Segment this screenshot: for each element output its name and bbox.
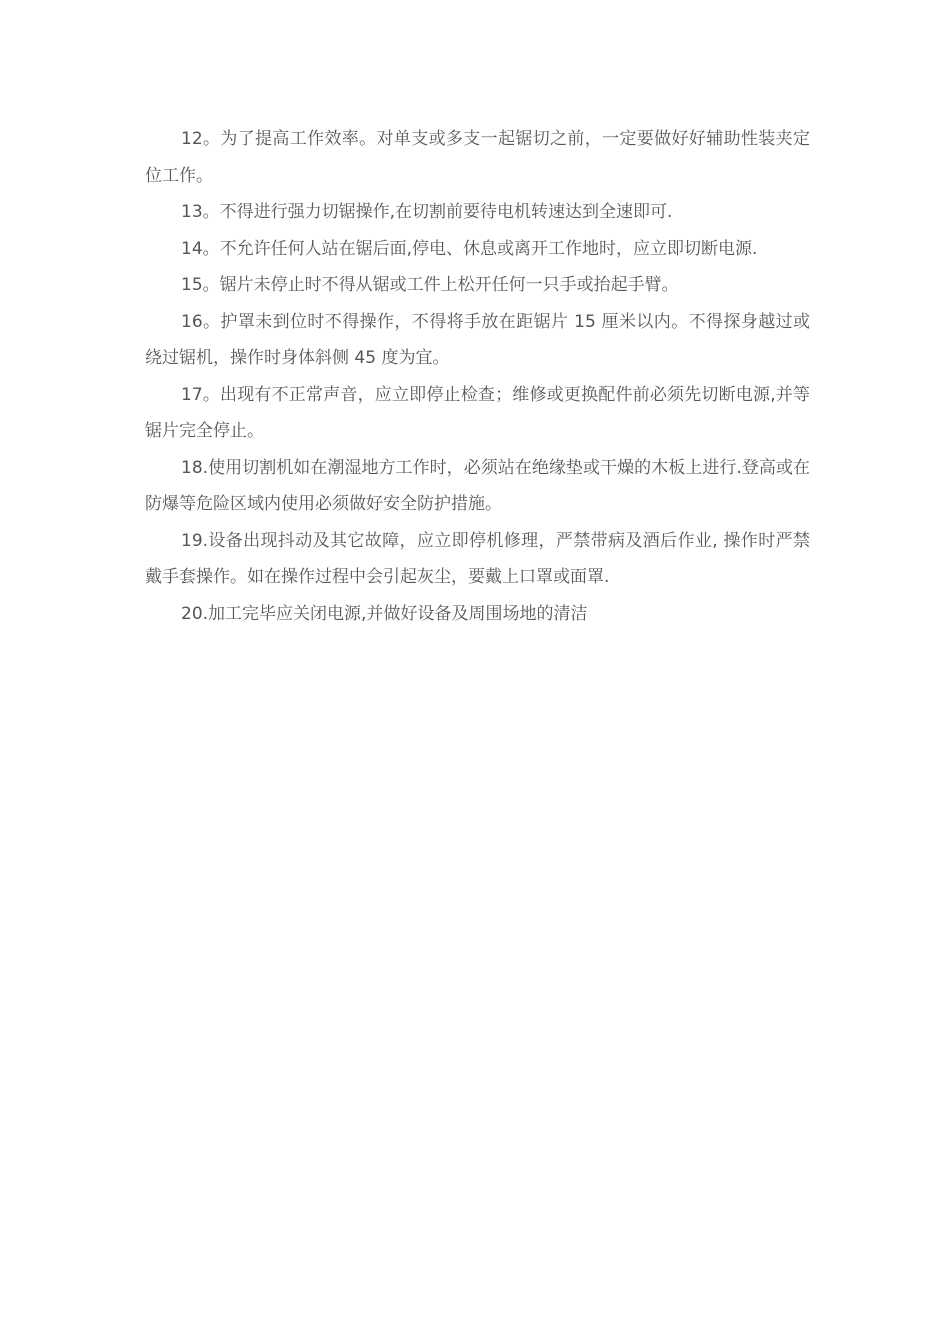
paragraph-item-13: 13。不得进行强力切锯操作,在切割前要待电机转速达到全速即可.	[181, 202, 673, 222]
paragraph-item-15: 15。锯片未停止时不得从锯或工件上松开任何一只手或抬起手臂。	[181, 275, 679, 295]
paragraph-item-18: 18.使用切割机如在潮湿地方工作时，必须站在绝缘垫或干燥的木板上进行.登高或在防爆等危险区域内使用必须做好安全防护措施。	[145, 457, 810, 514]
paragraph-item-12: 12。为了提高工作效率。对单支或多支一起锯切之前，一定要做好好辅助性装夹定位工作。	[145, 129, 810, 186]
paragraph-item-16: 16。护罩未到位时不得操作，不得将手放在距锯片 15 厘米以内。不得探身越过或绕过锯机，操作时身体斜侧 45 度为宜。	[145, 311, 810, 368]
paragraph-item-14: 14。不允许任何人站在锯后面,停电、休息或离开工作地时，应立即切断电源.	[181, 238, 758, 259]
paragraph-item-20: 20.加工完毕应关闭电源,并做好设备及周围场地的清洁	[181, 603, 588, 624]
paragraph-item-19: 19.设备出现抖动及其它故障，应立即停机修理，严禁带病及酒后作业, 操作时严禁戴手套操作。如在操作过程中会引起灰尘，要戴上口罩或面罩.	[145, 530, 810, 587]
paragraph-item-17: 17。出现有不正常声音，应立即停止检查；维修或更换配件前必须先切断电源,并等锯片完全停止。	[145, 384, 810, 441]
document-body	[145, 121, 810, 632]
